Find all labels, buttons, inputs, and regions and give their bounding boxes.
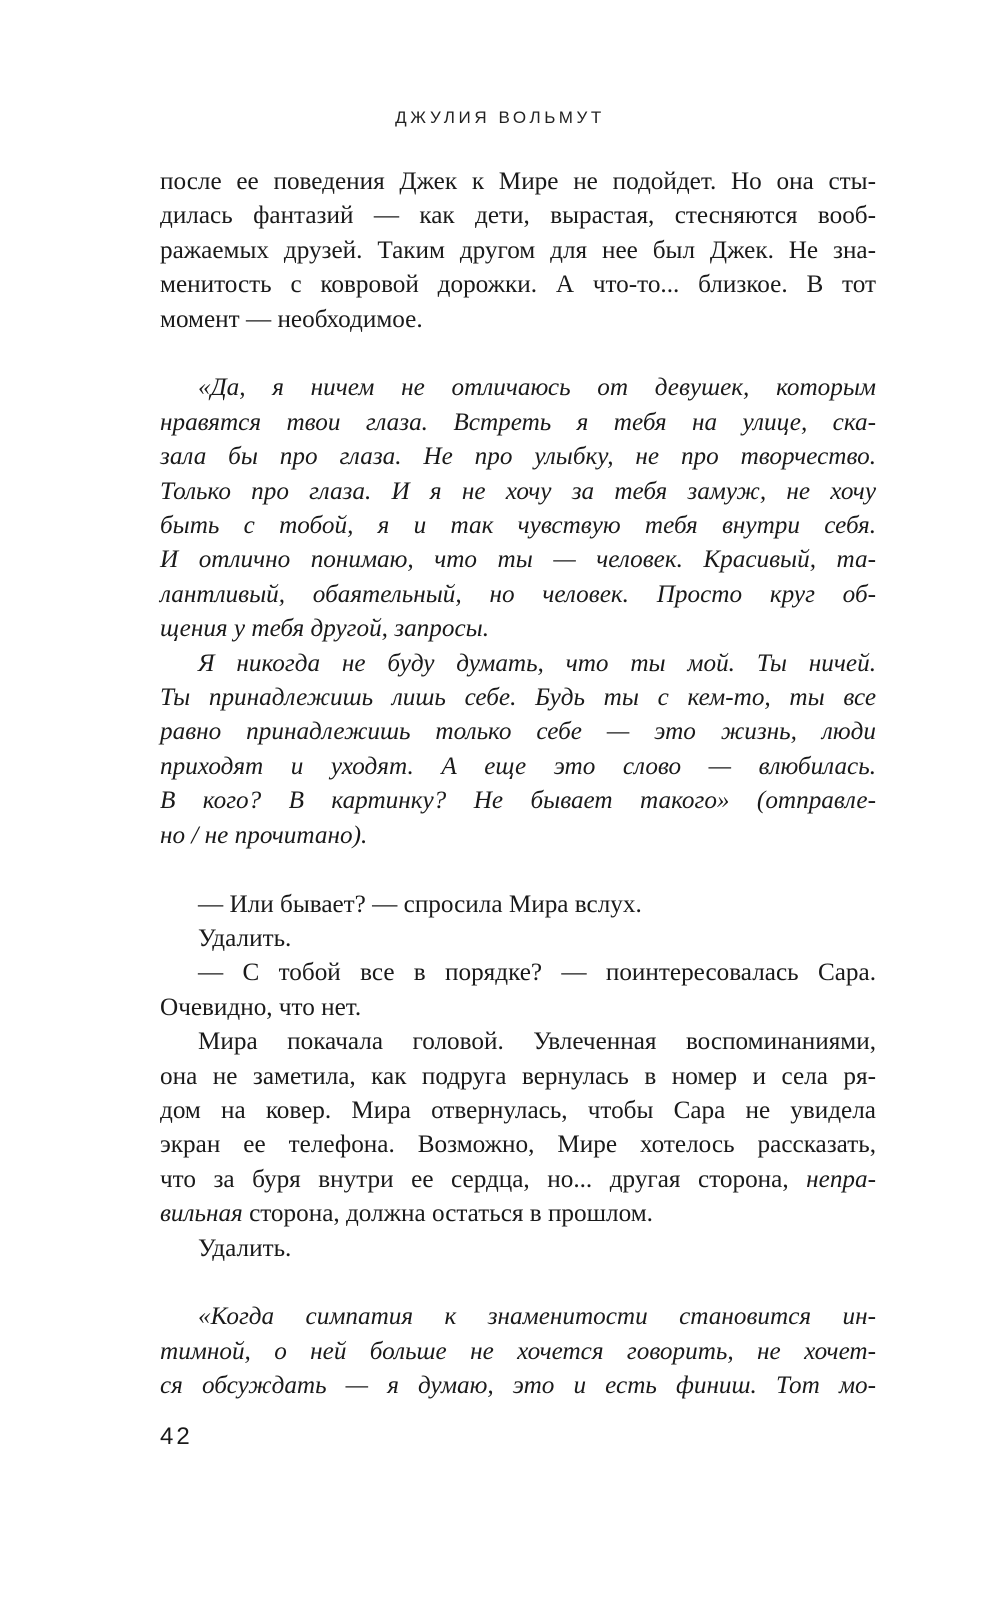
italic-message — [160, 1300, 876, 1403]
narration — [160, 888, 876, 1266]
text-line: Мира покачала головой. Увлеченная воспоминаниями, — [198, 1028, 876, 1056]
text-line: Ты принадлежишь лишь себе. Будь ты с кем-то, ты все — [160, 684, 876, 712]
text-line: дилась фантазий — как дети, вырастая, стесняются вооб- — [160, 202, 876, 230]
text-line: она не заметила, как подруга вернулась в номер и села ря- — [160, 1062, 876, 1090]
text-line: дом на ковер. Мира отвернулась, чтобы Сара не увидела — [160, 1096, 876, 1124]
dialogue-line: — Или бывает? — спросила Мира вслух. — [198, 890, 642, 918]
text-line — [160, 1163, 876, 1197]
text-line: приходят и уходят. А еще это слово — влюбилась. — [160, 752, 876, 780]
section-gap — [160, 1266, 876, 1300]
body-text — [160, 165, 876, 1404]
text-line: после ее поведения Джек к Мире не подойдет. Но она сты- — [160, 168, 876, 195]
text-line: быть с тобой, я и так чувствую тебя внутри себя. — [160, 512, 876, 540]
text-line: момент — необходимое. — [160, 305, 423, 333]
italic-message — [160, 371, 876, 853]
text-segment: что за буря внутри ее сердца, но... другая сторона, — [160, 1165, 807, 1193]
text-line: Удалить. — [198, 924, 292, 952]
text-line: «Да, я ничем не отличаюсь от девушек, которым — [198, 374, 876, 402]
text-line: И отлично понимаю, что ты — человек. Красивый, та- — [160, 546, 876, 574]
text-segment: сторона, должна остаться в прошлом. — [242, 1200, 653, 1228]
text-line: тимной, о ней больше не хочется говорить, не хочет- — [160, 1337, 876, 1365]
text-line: Удалить. — [198, 1234, 292, 1262]
text-line: менитость с ковровой дорожки. А что-то... близкое. В тот — [160, 271, 876, 299]
text-line: но / не прочитано). — [160, 821, 368, 849]
text-line: Только про глаза. И я не хочу за тебя замуж, не хочу — [160, 477, 876, 505]
text-line: Очевидно, что нет. — [160, 993, 362, 1021]
page-number: 42 — [160, 1423, 193, 1450]
text-line: равно принадлежишь только себе — это жизнь, люди — [160, 718, 876, 746]
running-head-author: ДЖУЛИЯ ВОЛЬМУТ — [395, 108, 605, 127]
text-line: зала бы про глаза. Не про улыбку, не про творчество. — [160, 443, 876, 471]
text-line: нравятся твои глаза. Встреть я тебя на улице, ска- — [160, 408, 876, 436]
text-line: Я никогда не буду думать, что ты мой. Ты ничей. — [198, 649, 876, 677]
text-line: лантливый, обаятельный, но человек. Просто круг об- — [160, 580, 876, 608]
paragraph — [160, 165, 876, 337]
text-line: ражаемых друзей. Таким другом для нее был Джек. Не зна- — [160, 236, 876, 264]
text-line: экран ее телефона. Возможно, Мире хотелось рассказать, — [160, 1131, 876, 1159]
text-line: ся обсуждать — я думаю, это и есть финиш. Тот мо- — [160, 1372, 876, 1400]
italic-segment: непра- — [806, 1165, 876, 1193]
section-gap — [160, 853, 876, 887]
text-line: В кого? В картинку? Не бывает такого» (отправле- — [160, 787, 876, 815]
section-gap — [160, 337, 876, 371]
text-line: «Когда симпатия к знаменитости становится ин- — [198, 1303, 876, 1331]
text-line: щения у тебя другой, запросы. — [160, 615, 489, 643]
italic-segment: вильная — [160, 1200, 243, 1228]
text-line — [160, 1197, 876, 1231]
dialogue-line: — С тобой все в порядке? — поинтересовалась Сара. — [198, 959, 876, 987]
